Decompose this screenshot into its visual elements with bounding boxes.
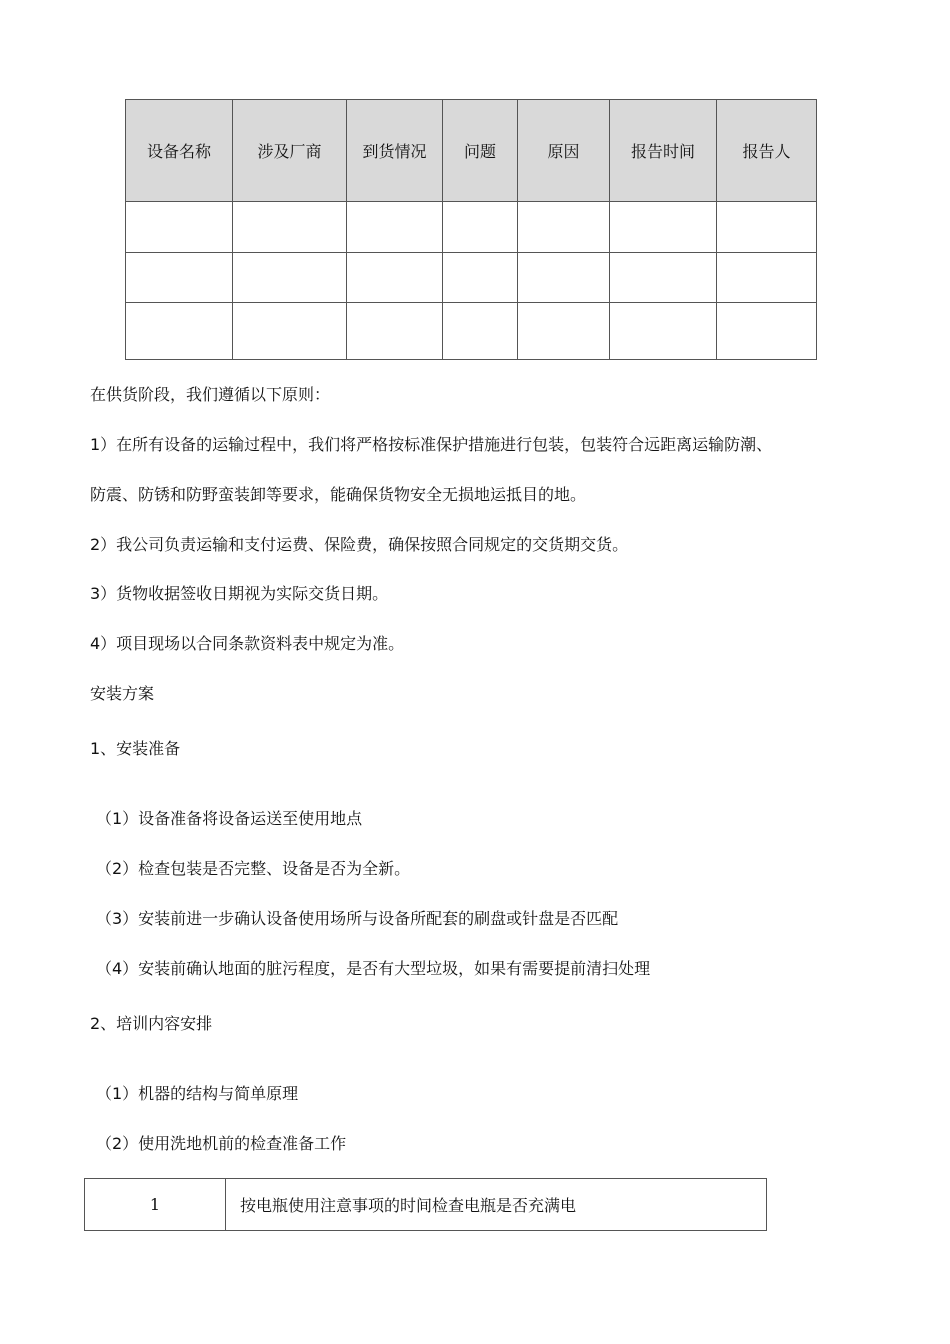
table-cell xyxy=(233,202,347,253)
header-report-time: 报告时间 xyxy=(610,100,717,202)
header-vendor: 涉及厂商 xyxy=(233,100,347,202)
header-device-name: 设备名称 xyxy=(126,100,233,202)
table-cell xyxy=(126,202,233,253)
table-cell xyxy=(443,253,518,303)
table-cell xyxy=(518,303,610,360)
principle-4: 4）项目现场以合同条款资料表中规定为准。 xyxy=(90,634,405,653)
table-cell xyxy=(518,202,610,253)
intro-paragraph: 在供货阶段，我们遵循以下原则： xyxy=(90,385,331,404)
table-cell xyxy=(610,253,717,303)
table-cell xyxy=(233,253,347,303)
header-reporter: 报告人 xyxy=(717,100,817,202)
table-cell xyxy=(610,202,717,253)
header-cause: 原因 xyxy=(518,100,610,202)
prep-step-4: （4）安装前确认地面的脏污程度，是否有大型垃圾，如果有需要提前清扫处理 xyxy=(96,959,651,978)
table-cell xyxy=(717,253,817,303)
section-heading-installation: 安装方案 xyxy=(90,684,155,703)
table-cell xyxy=(126,303,233,360)
principle-1-line-1: 1）在所有设备的运输过程中，我们将严格按标准保护措施进行包装，包装符合远距离运输防潮、 xyxy=(90,435,773,454)
header-arrival-status: 到货情况 xyxy=(347,100,443,202)
report-table xyxy=(125,99,817,360)
step-table xyxy=(84,1178,767,1231)
table-cell xyxy=(443,202,518,253)
table-row xyxy=(126,253,817,303)
step-number: 1 xyxy=(85,1179,226,1231)
table-row xyxy=(126,202,817,253)
table-cell xyxy=(347,303,443,360)
principle-1-line-2: 防震、防锈和防野蛮装卸等要求，能确保货物安全无损地运抵目的地。 xyxy=(90,485,587,504)
principle-3: 3）货物收据签收日期视为实际交货日期。 xyxy=(90,584,389,603)
table-cell xyxy=(518,253,610,303)
step-text: 按电瓶使用注意事项的时间检查电瓶是否充满电 xyxy=(226,1179,767,1231)
table-cell xyxy=(717,303,817,360)
table-cell xyxy=(717,202,817,253)
training-item-1: （1）机器的结构与简单原理 xyxy=(96,1084,299,1103)
table-cell xyxy=(443,303,518,360)
prep-step-2: （2）检查包装是否完整、设备是否为全新。 xyxy=(96,859,411,878)
subsection-heading-preparation: 1、安装准备 xyxy=(90,739,181,758)
prep-step-3: （3）安装前进一步确认设备使用场所与设备所配套的刷盘或针盘是否匹配 xyxy=(96,909,619,928)
table-cell xyxy=(233,303,347,360)
table-cell xyxy=(347,202,443,253)
training-item-2: （2）使用洗地机前的检查准备工作 xyxy=(96,1134,347,1153)
table-cell xyxy=(126,253,233,303)
header-issue: 问题 xyxy=(443,100,518,202)
prep-step-1: （1）设备准备将设备运送至使用地点 xyxy=(96,809,363,828)
table-row xyxy=(85,1179,767,1231)
table-cell xyxy=(347,253,443,303)
subsection-heading-training: 2、培训内容安排 xyxy=(90,1014,213,1033)
table-cell xyxy=(610,303,717,360)
principle-2: 2）我公司负责运输和支付运费、保险费，确保按照合同规定的交货期交货。 xyxy=(90,535,629,554)
table-header-row xyxy=(126,100,817,202)
table-row xyxy=(126,303,817,360)
